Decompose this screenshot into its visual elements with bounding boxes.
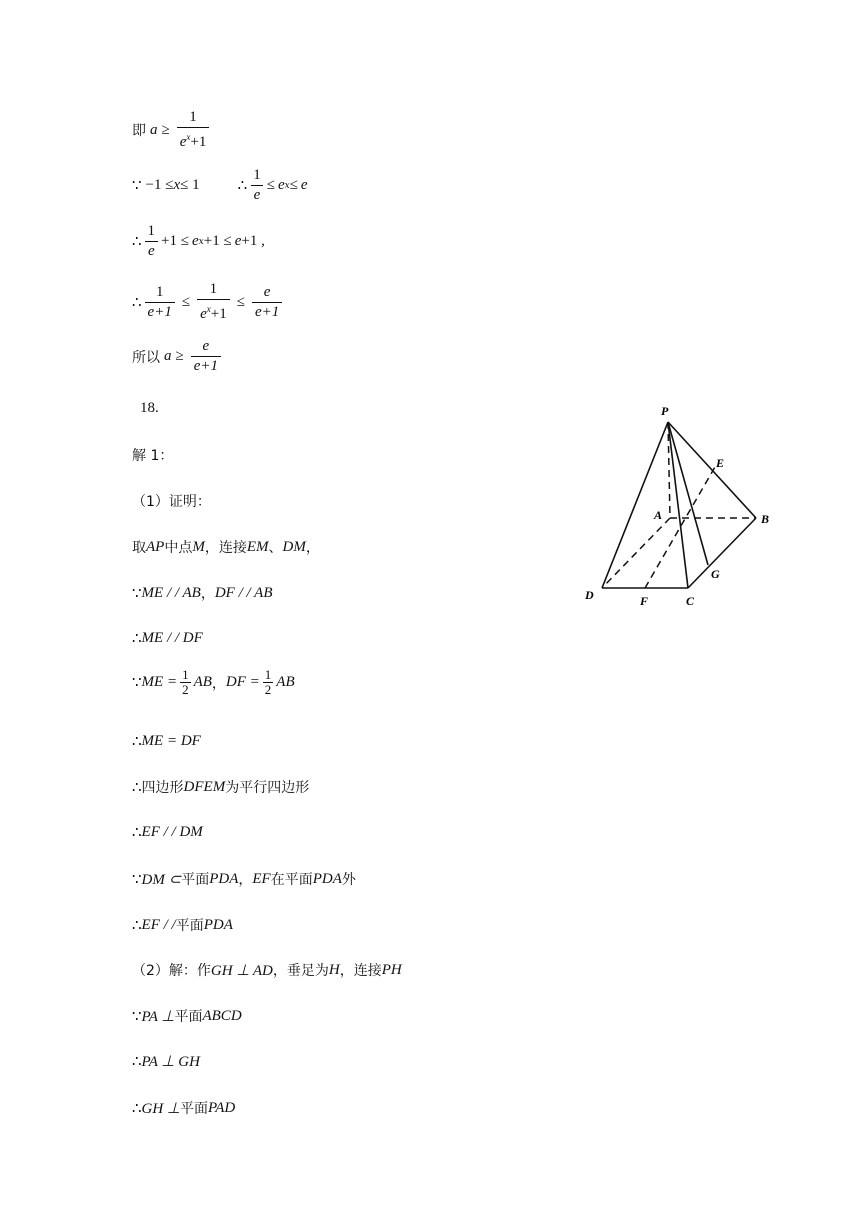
fraction	[197, 280, 230, 324]
problem-number	[140, 400, 159, 417]
fraction	[191, 337, 221, 376]
line-11	[132, 629, 203, 648]
line-21	[132, 1098, 235, 1118]
text: ，	[305, 540, 320, 556]
expr-part: +1 ≤	[203, 233, 232, 249]
var-a: a	[150, 121, 158, 138]
label-g: G	[711, 567, 720, 581]
point-m: M	[192, 538, 205, 555]
label-a: A	[654, 508, 663, 522]
line-1	[132, 108, 212, 152]
plane-pda: PDA	[312, 870, 342, 887]
text-prefix: 即	[132, 123, 146, 139]
separator: ，	[238, 872, 253, 888]
solution-heading-text: 解 1：	[132, 448, 174, 464]
statement: DM ⊂	[141, 871, 182, 888]
line-17	[132, 915, 233, 935]
quadrilateral-dfem: DFEM	[183, 778, 226, 795]
statement: PA ⊥	[141, 1008, 175, 1025]
because-symbol: ∵	[132, 585, 142, 602]
denominator: 2	[264, 682, 272, 697]
label-b: B	[761, 512, 770, 526]
separator: ，	[211, 675, 226, 692]
text: ，垂足为	[272, 963, 329, 979]
text: （2）解：作	[132, 963, 211, 979]
ineq-left: −1 ≤	[145, 177, 174, 193]
statement: GH ⊥	[141, 1100, 181, 1117]
exp-x: x	[284, 180, 290, 191]
therefore-symbol: ∴	[132, 734, 142, 750]
part-1-heading-text: （1）证明：	[132, 494, 211, 510]
text-plane: 平面	[181, 872, 210, 888]
op-le: ≤	[266, 177, 275, 193]
fraction	[145, 283, 175, 322]
expr-part: +1 ,	[241, 233, 265, 249]
numerator: 1	[182, 667, 189, 682]
var-e: e	[192, 233, 199, 249]
plane-pda: PDA	[209, 870, 239, 887]
therefore-symbol: ∴	[132, 825, 142, 841]
op-ge: ≥	[161, 121, 170, 138]
therefore-symbol: ∴	[237, 178, 248, 194]
op-le: ≤	[236, 293, 245, 310]
because-symbol: ∵	[132, 675, 142, 691]
edge-pd	[602, 422, 668, 588]
text: ，连接	[339, 963, 382, 979]
edge-ad	[602, 518, 670, 588]
text: ，连接	[204, 540, 247, 556]
segment-ph: PH	[381, 961, 402, 978]
edge-pc	[668, 422, 688, 588]
numerator: e	[202, 338, 210, 354]
fraction	[252, 283, 282, 322]
statement: GH ⊥ AD	[210, 962, 273, 979]
fraction	[250, 166, 264, 205]
line-9	[132, 537, 320, 557]
pyramid-figure	[575, 395, 785, 615]
line-4	[132, 280, 285, 324]
segment-em: EM	[246, 538, 269, 555]
statement: ME / / AB	[141, 584, 201, 601]
den-e: e	[200, 306, 207, 322]
plane-pda: PDA	[203, 916, 233, 933]
statement: ME / / DF	[141, 630, 203, 646]
var-e: e	[277, 177, 285, 193]
line-14	[132, 777, 309, 797]
denominator: e+1	[252, 302, 282, 322]
fraction	[177, 108, 210, 152]
fraction-half	[180, 668, 191, 697]
line-18	[132, 960, 402, 980]
because-symbol: ∵	[132, 178, 142, 194]
var-x: x	[173, 177, 181, 193]
statement: EF / /	[141, 916, 176, 933]
text: 为平行四边形	[225, 780, 310, 796]
fraction	[145, 222, 159, 261]
plane-abcd: ABCD	[202, 1007, 242, 1024]
line-2	[132, 166, 308, 205]
line-5	[132, 337, 224, 376]
label-f: F	[640, 594, 649, 608]
exp-x: x	[198, 236, 204, 247]
line-15	[132, 823, 203, 842]
separator: ，	[200, 586, 215, 602]
var-a: a	[164, 348, 172, 364]
denominator	[177, 127, 210, 152]
therefore-symbol: ∴	[132, 294, 142, 311]
text: 四边形	[141, 780, 184, 796]
denominator: e+1	[191, 356, 221, 376]
den-e: e	[179, 134, 187, 150]
plane-pad: PAD	[208, 1099, 236, 1116]
var-e: e	[300, 177, 308, 193]
therefore-symbol: ∴	[132, 917, 142, 934]
segment-ab: AB	[276, 674, 295, 690]
therefore-symbol: ∴	[132, 631, 142, 647]
segment-dm: DM	[282, 538, 306, 555]
statement: DF / / AB	[214, 584, 273, 601]
denominator	[197, 299, 230, 324]
line-12	[132, 668, 295, 697]
text-plane: 平面	[180, 1101, 209, 1117]
text: 中点	[164, 540, 193, 556]
expr-part: +1 ≤	[161, 233, 189, 249]
denominator: e	[251, 185, 264, 205]
denominator: e+1	[145, 302, 175, 322]
problem-number-text: 18.	[140, 400, 159, 416]
because-symbol: ∵	[132, 1008, 142, 1025]
den-exp: x	[206, 304, 211, 314]
part-1-heading	[132, 491, 211, 511]
line-16	[132, 869, 356, 889]
statement: PA ⊥ GH	[141, 1054, 200, 1070]
numerator: 1	[253, 167, 261, 183]
numerator: 1	[147, 223, 156, 239]
statement: DF =	[225, 674, 260, 690]
segment-ef: EF	[252, 870, 271, 887]
segment-ap: AP	[146, 538, 165, 555]
text-prefix: 所以	[132, 349, 160, 366]
denominator: 2	[182, 682, 189, 697]
denominator: e	[145, 241, 158, 261]
line-19	[132, 1006, 242, 1026]
text: 、	[268, 540, 283, 556]
statement: ME = DF	[141, 733, 201, 749]
fraction-half	[263, 668, 274, 697]
text-plane: 平面	[174, 1009, 203, 1025]
numerator: 1	[209, 281, 218, 297]
therefore-symbol: ∴	[132, 234, 142, 250]
label-p: P	[661, 404, 669, 418]
label-c: C	[686, 594, 695, 608]
den-rest: +1	[190, 134, 207, 150]
label-d: D	[585, 588, 594, 602]
text-plane: 平面	[175, 918, 204, 934]
text: 在平面	[270, 872, 313, 888]
point-h: H	[328, 961, 340, 978]
line-13	[132, 732, 201, 751]
text: 外	[341, 872, 356, 888]
numerator: 1	[264, 667, 272, 682]
numerator: 1	[189, 109, 197, 125]
op-le: ≤	[289, 177, 298, 193]
line-3	[132, 222, 265, 261]
line-20	[132, 1052, 200, 1071]
var-e: e	[234, 233, 242, 249]
op-ge: ≥	[175, 348, 184, 364]
line-10	[132, 583, 272, 603]
label-e: E	[716, 456, 725, 470]
segment-ab: AB	[193, 674, 212, 690]
therefore-symbol: ∴	[132, 779, 142, 796]
therefore-symbol: ∴	[132, 1054, 142, 1070]
numerator: 1	[155, 283, 164, 300]
solution-heading	[132, 445, 173, 465]
because-symbol: ∵	[132, 871, 142, 888]
ineq-right: ≤ 1	[180, 177, 200, 193]
statement: ME =	[141, 674, 178, 690]
therefore-symbol: ∴	[132, 1100, 142, 1117]
statement: EF / / DM	[141, 824, 203, 840]
den-exp: x	[186, 132, 191, 142]
op-le: ≤	[181, 293, 191, 310]
text: 取	[132, 540, 146, 556]
numerator: e	[263, 283, 271, 300]
den-rest: +1	[210, 306, 227, 322]
